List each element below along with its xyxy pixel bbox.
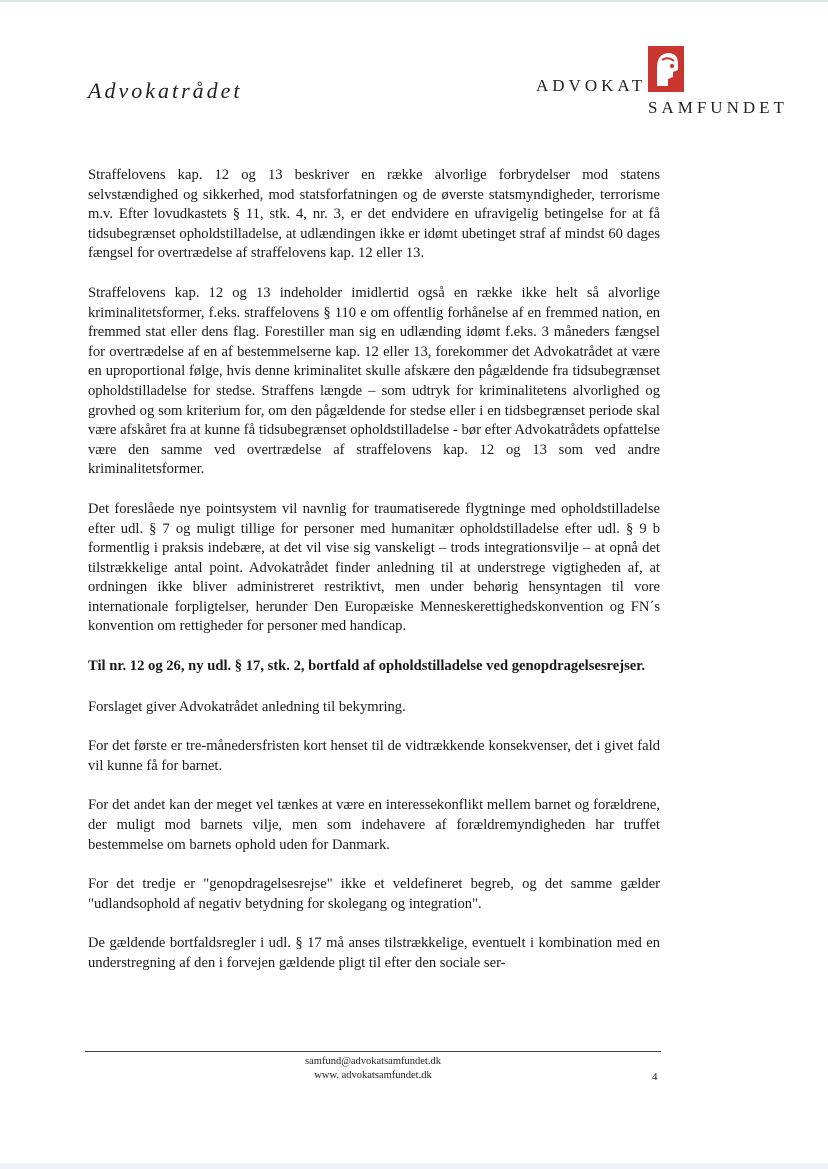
- logo-word-samfundet: SAMFUNDET: [648, 98, 788, 117]
- paragraph: Straffelovens kap. 12 og 13 beskriver en række alvorlige forbrydelser mod statens selvstændighed og sikkerhed, mod statsforfatningen og de øverste statsmyndigheder, terrorisme m.v. Efter lovudkastets § 11, stk. 4, nr. 3, er det endvidere en ufravigelig betingelse for at få tidsubegrænset opholdstilladelse, at udlændingen ikke er idømt ubetinget straf af mindst 60 dages fængsel for overtrædelse af straffelovens kap. 12 eller 13.: [88, 167, 660, 262]
- paragraph: Det foreslåede nye pointsystem vil navnlig for traumatiserede flygtninge med opholdstilladelse efter udl. § 7 og muligt tillige for personer med humanitær opholdstilladelse efter udl. § 9 b formentlig i praksis indebære, at det vil vise sig vanskeligt – trods integrationsvilje – at opnå det tilstrækkelige antal point. Advokatrådet finder anledning til at understrege vigtigheden af, at ordningen ikke bliver administreret restriktivt, men under behørig hensyntagen til vore internationale forpligtelser, herunder Den Europæiske Menneskerettighedskonvention og FN´s konvention om rettigheder for personer med handicap.: [88, 500, 660, 635]
- paragraph: Straffelovens kap. 12 og 13 indeholder imidlertid også en række ikke helt så alvorlige kriminalitetsformer, f.eks. straffelovens § 110 e om offentlig forhånelse af en fremmed nation, en fremmed stat eller dens flag. Forestiller man sig en udlænding idømt f.eks. 3 måneders fængsel for overtrædelse af en af bestemmelserne kap. 12 eller 13, forekommer det Advokatrådet at være en uproportional følge, hvis denne kriminalitet skulle afskære den pågældende fra tidsubegrænset opholdstilladelse for stedse. Straffens længde – som udtryk for kriminalitetens alvorlighed og grovhed og som kriterium for, om den pågældende for stedse eller i en tidsbegrænset periode skal være afskåret fra at kunne få tidsubegrænset opholdstilladelse - bør efter Advokatrådets opfattelse være den samme ved overtrædelse af straffelovens kap. 12 og 13 som ved andre kriminalitetsformer.: [88, 284, 660, 478]
- footer-divider: [85, 1051, 661, 1052]
- paragraph: De gældende bortfaldsregler i udl. § 17 må anses tilstrækkelige, eventuelt i kombination med en understregning af den i forvejen gældende pligt til efter den sociale ser-: [88, 935, 660, 971]
- top-border: [0, 0, 828, 2]
- page-number: 4: [652, 1071, 658, 1083]
- advokatsamfundet-logo: [536, 46, 796, 116]
- paragraph: For det tredje er "genopdragelsesrejse" ikke et veldefineret begreb, og det samme gælder "udlandsophold af negativ betydning for skolegang og integration".: [88, 876, 660, 912]
- paragraph: Forslaget giver Advokatrådet anledning til bekymring.: [88, 698, 406, 715]
- footer-email: samfund@advokatsamfundet.dk: [305, 1056, 441, 1067]
- footer-website: www. advokatsamfundet.dk: [314, 1070, 432, 1081]
- bottom-border: [0, 1163, 828, 1169]
- paragraph: For det første er tre-månedersfristen kort henset til de vidtrækkende konsekvenser, det i givet fald vil kunne få for barnet.: [88, 738, 660, 774]
- paragraph: For det andet kan der meget vel tænkes at være en interessekonflikt mellem barnet og forældrene, der muligt mod barnets vilje, men som indehavere af forældremyndigheden har truffet bestemmelse om barnets ophold uden for Danmark.: [88, 797, 660, 853]
- helmet-logo-icon: [648, 46, 684, 92]
- section-heading: Til nr. 12 og 26, ny udl. § 17, stk. 2, bortfald af opholdstilladelse ved genopdragelsesrejser.: [88, 658, 646, 675]
- advokatraadet-title: Advokatrådet: [88, 78, 243, 103]
- logo-word-advokat: ADVOKAT: [536, 76, 647, 95]
- letter-body: [88, 166, 660, 974]
